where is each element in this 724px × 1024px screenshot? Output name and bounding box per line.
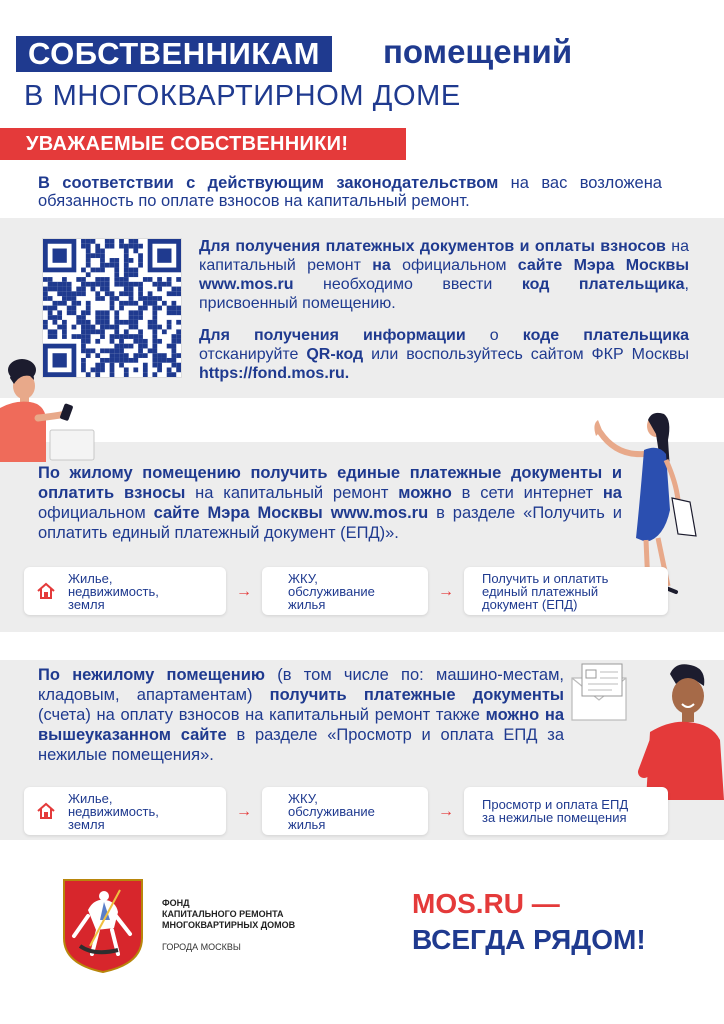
step-nonresidential-epd[interactable] xyxy=(464,787,668,835)
step-utilities-2[interactable] xyxy=(262,787,428,835)
arrow-right-icon: → xyxy=(236,583,252,600)
title-rest: помещений xyxy=(383,33,573,70)
moscow-coat-of-arms xyxy=(60,876,146,974)
qr-code-graphic xyxy=(43,239,181,377)
man-illustration xyxy=(636,660,724,800)
step-housing-1[interactable] xyxy=(24,567,226,615)
block3-text: По нежилому помещению (в том числе по: машино-местам, кладовым, апартаментам) получить платежные документы (счета) на оплату взносов на капитальный ремонт также можно на вышеуказанном сайте в разделе «Просмотр и оплата ЕПД за нежилые помещения». xyxy=(38,666,565,764)
subtitle: В МНОГОКВАРТИРНОМ ДОМЕ xyxy=(24,80,461,112)
arrow-right-icon: → xyxy=(236,803,252,820)
step-label: Просмотр и оплата ЕПД за нежилые помещения xyxy=(482,797,629,825)
slogan-always-near: ВСЕГДА РЯДОМ! xyxy=(412,924,646,955)
qr-code[interactable] xyxy=(42,238,182,378)
block2-text: По жилому помещению получить единые платежные документы и оплатить взносы на капитальный ремонт можно в сети интернет на официальном сайте Мэра Москвы www.mos.ru в разделе «Получить и оплатить единый платежный документ (ЕПД)». xyxy=(38,464,622,542)
title-highlight: СОБСТВЕННИКАМ xyxy=(16,36,332,72)
step-utilities-1[interactable] xyxy=(262,567,428,615)
org-name: ФОНД КАПИТАЛЬНОГО РЕМОНТА МНОГОКВАРТИРНЫХ ДОМОВ xyxy=(162,898,296,930)
house-icon xyxy=(36,581,56,601)
arrow-right-icon: → xyxy=(438,583,454,600)
greeting-banner: УВАЖАЕМЫЕ СОБСТВЕННИКИ! xyxy=(0,128,406,160)
woman-phone-illustration xyxy=(0,358,100,462)
step-epd-1[interactable] xyxy=(464,567,668,615)
step-label: Жилье, недвижимость, земля xyxy=(68,570,159,612)
step-label: Получить и оплатить единый платежный документ (ЕПД) xyxy=(482,570,609,612)
envelope-illustration xyxy=(568,660,630,724)
block1-para1: Для получения платежных документов и оплаты взносов на капитальный ремонт на официальном сайте Мэра Москвы www.mos.ru необходимо ввести код плательщика, присвоенный помещению. xyxy=(199,238,690,312)
arrow-right-icon: → xyxy=(438,803,454,820)
step-housing-2[interactable] xyxy=(24,787,226,835)
step-label: ЖКУ, обслуживание жилья xyxy=(288,570,375,612)
block1-para2: Для получения информации о коде плательщика отсканируйте QR-код или воспользуйтесь сайтом ФКР Москвы https://fond.mos.ru. xyxy=(199,327,689,382)
intro-text: В соответствии с действующим законодательством на вас возложена обязанность по оплате взносов на капитальный ремонт. xyxy=(38,174,662,210)
house-icon xyxy=(36,801,56,821)
slogan-mosru[interactable]: MOS.RU — xyxy=(412,888,560,919)
step-label: ЖКУ, обслуживание жилья xyxy=(288,790,375,832)
org-city: ГОРОДА МОСКВЫ xyxy=(162,942,241,952)
step-label: Жилье, недвижимость, земля xyxy=(68,790,159,832)
